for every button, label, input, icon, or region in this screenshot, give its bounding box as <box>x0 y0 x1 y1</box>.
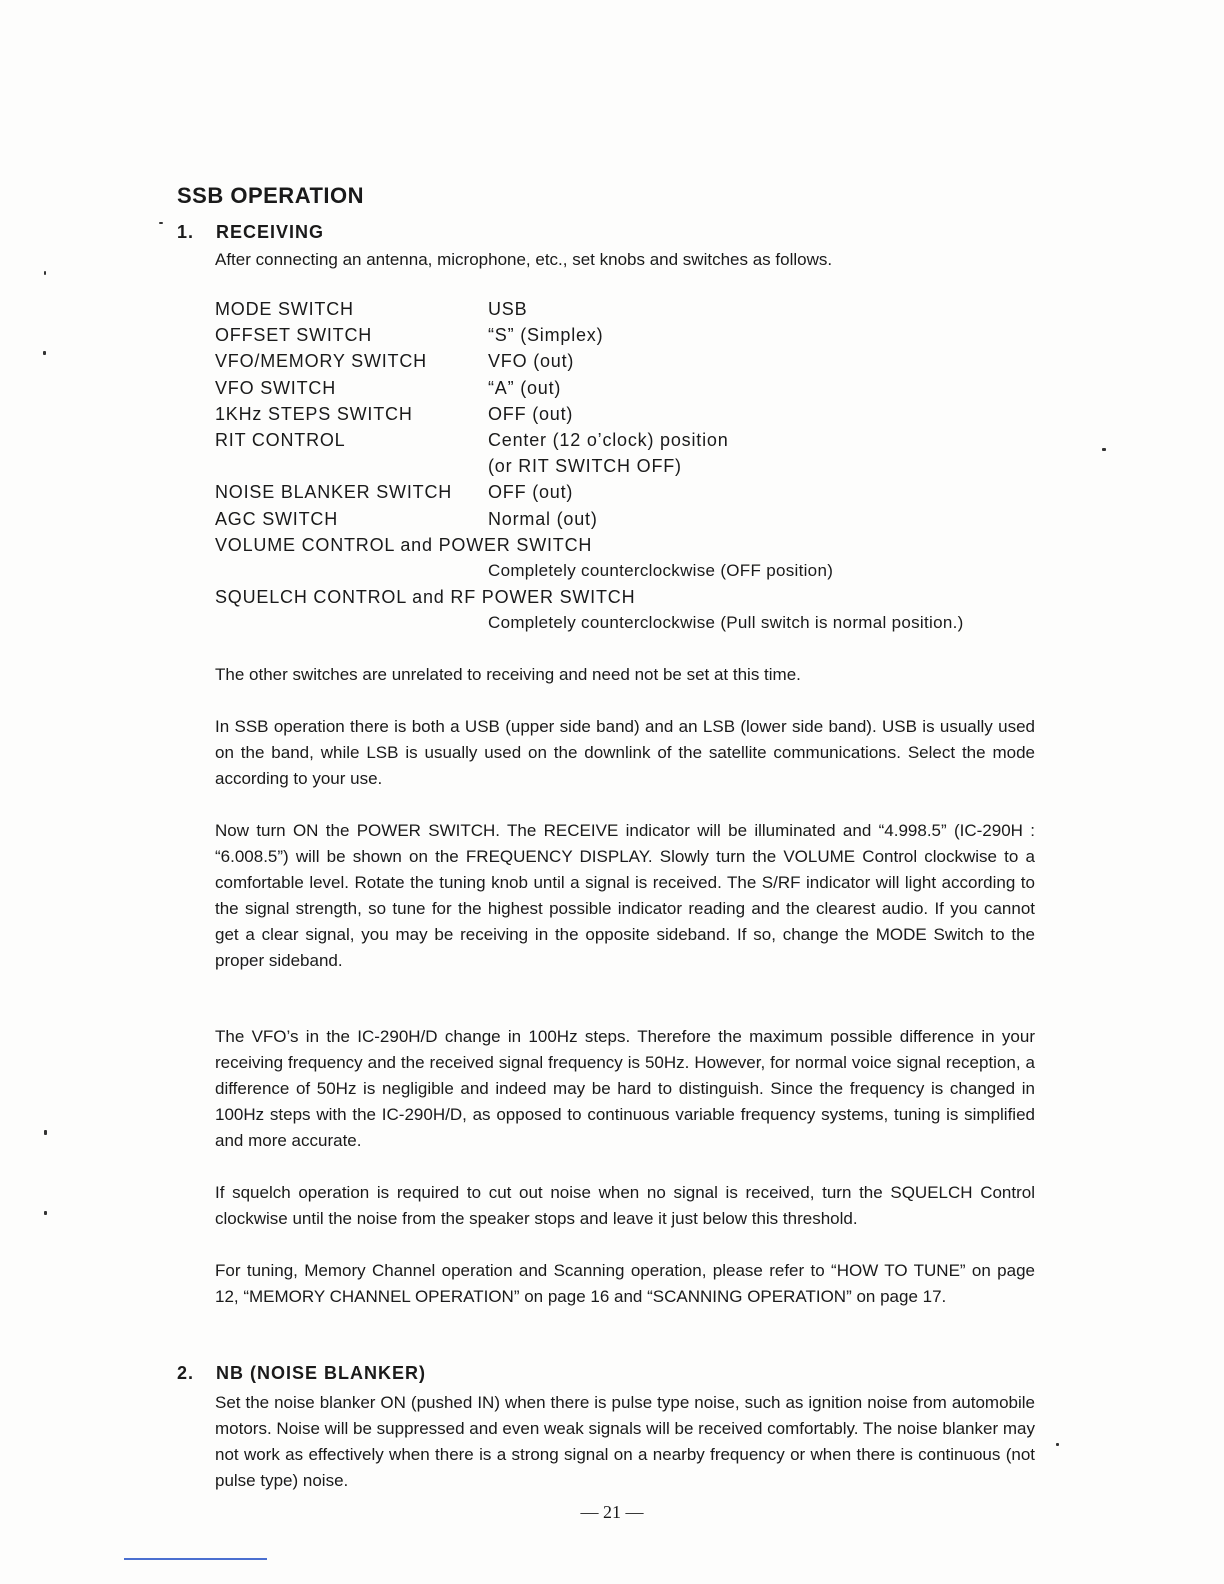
setting-row <box>215 479 1045 505</box>
scan-speck <box>44 1130 47 1135</box>
paragraph-power-on: Now turn ON the POWER SWITCH. The RECEIVE indicator will be illuminated and “4.998.5” (IC-290H : “6.008.5”) will be shown on the FREQUENCY DISPLAY. Slowly turn the VOLUME Control clockwise to a comfortable level. Rotate the tuning knob until a signal is received. The S/RF indicator will light according to the signal strength, so tune for the highest possible indicator reading and the clearest audio. If you cannot get a clear signal, you may be receiving in the opposite sideband. If so, change the MODE Switch to the proper sideband. <box>215 821 1035 970</box>
scan-speck <box>44 1211 47 1215</box>
setting-label <box>215 453 488 479</box>
setting-label: MODE SWITCH <box>215 299 354 319</box>
setting-value: VFO (out) <box>488 351 575 372</box>
setting-row <box>215 532 1045 558</box>
setting-row <box>215 584 1045 610</box>
setting-label: VOLUME CONTROL and POWER SWITCH <box>215 534 593 555</box>
section-heading-noise-blanker <box>177 1363 426 1384</box>
setting-row <box>215 322 1045 348</box>
setting-label: NOISE BLANKER SWITCH <box>215 482 453 503</box>
setting-row <box>215 453 1045 479</box>
setting-row <box>215 558 1045 584</box>
paragraph-noise-blanker: Set the noise blanker ON (pushed IN) when there is pulse type noise, such as ignition noise from automobile motors. Noise will be suppressed and even weak signals will be received comfortably. The noise blanker may not work as effectively when there is a strong signal on a nearby frequency or when there is continuous (not pulse type) noise. <box>215 1393 1035 1490</box>
setting-label <box>215 610 488 636</box>
receiving-intro: After connecting an antenna, microphone, etc., set knobs and switches as follows. <box>215 250 833 269</box>
setting-label: OFFSET SWITCH <box>215 325 373 346</box>
paragraph-squelch: If squelch operation is required to cut out noise when no signal is received, turn the SQUELCH Control clockwise until the noise from the speaker stops and leave it just below this threshold. <box>215 1183 1035 1228</box>
page-title: SSB OPERATION <box>177 183 365 208</box>
section-title: RECEIVING <box>216 222 325 242</box>
scan-speck <box>1056 1443 1059 1446</box>
setting-row <box>215 401 1045 427</box>
paragraph-other-switches: The other switches are unrelated to receiving and need not be set at this time. <box>215 665 801 684</box>
page-number: — 21 — <box>580 1502 644 1522</box>
scan-speck <box>1102 448 1106 451</box>
section-title: NB (NOISE BLANKER) <box>216 1363 426 1383</box>
setting-value: OFF (out) <box>488 482 574 503</box>
setting-row <box>215 610 1045 636</box>
paragraph-sideband: In SSB operation there is both a USB (upper side band) and an LSB (lower side band). USB is usually used on the band, while LSB is usually used on the downlink of the satellite communications. Select the mode according to your use. <box>215 717 1035 788</box>
setting-value: Normal (out) <box>488 508 598 529</box>
setting-row <box>215 348 1045 374</box>
setting-value: USB <box>488 299 528 319</box>
setting-value: “A” (out) <box>488 377 562 398</box>
setting-label: VFO SWITCH <box>215 377 336 398</box>
paragraph-vfo-steps: The VFO’s in the IC-290H/D change in 100Hz steps. Therefore the maximum possible difference in your receiving frequency and the received signal frequency is 50Hz. However, for normal voice signal reception, a difference of 50Hz is negligible and indeed may be hard to distinguish. Since the frequency is changed in 100Hz steps with the IC-290H/D, as opposed to continuous variable frequency systems, tuning is simplified and more accurate. <box>215 1027 1035 1150</box>
setting-row <box>215 427 1045 453</box>
setting-row <box>215 375 1045 401</box>
setting-value: “S” (Simplex) <box>488 325 604 346</box>
scan-edge-line <box>124 1558 267 1560</box>
scan-speck <box>43 351 46 355</box>
setting-value: Completely counterclockwise (OFF position) <box>488 560 834 580</box>
setting-value: Completely counterclockwise (Pull switch is normal position.) <box>488 613 964 633</box>
scan-speck <box>159 222 163 224</box>
setting-row <box>215 296 1045 322</box>
setting-label: AGC SWITCH <box>215 508 338 529</box>
setting-value: (or RIT SWITCH OFF) <box>488 456 682 477</box>
setting-label <box>215 558 488 584</box>
setting-value: OFF (out) <box>488 403 574 424</box>
setting-label: SQUELCH CONTROL and RF POWER SWITCH <box>215 587 636 608</box>
section-number: 2. <box>177 1363 195 1383</box>
scan-speck <box>44 271 46 275</box>
settings-list <box>215 296 1045 636</box>
setting-row <box>215 506 1045 532</box>
setting-label: VFO/MEMORY SWITCH <box>215 351 427 372</box>
section-number: 1. <box>177 222 195 242</box>
section-heading-receiving <box>177 222 324 243</box>
setting-label: 1KHz STEPS SWITCH <box>215 403 413 424</box>
paragraph-references: For tuning, Memory Channel operation and Scanning operation, please refer to “HOW TO TUNE” on page 12, “MEMORY CHANNEL OPERATION” on page 16 and “SCANNING OPERATION” on page 17. <box>215 1261 1035 1306</box>
setting-label: RIT CONTROL <box>215 429 346 450</box>
setting-value: Center (12 o’clock) position <box>488 429 729 450</box>
